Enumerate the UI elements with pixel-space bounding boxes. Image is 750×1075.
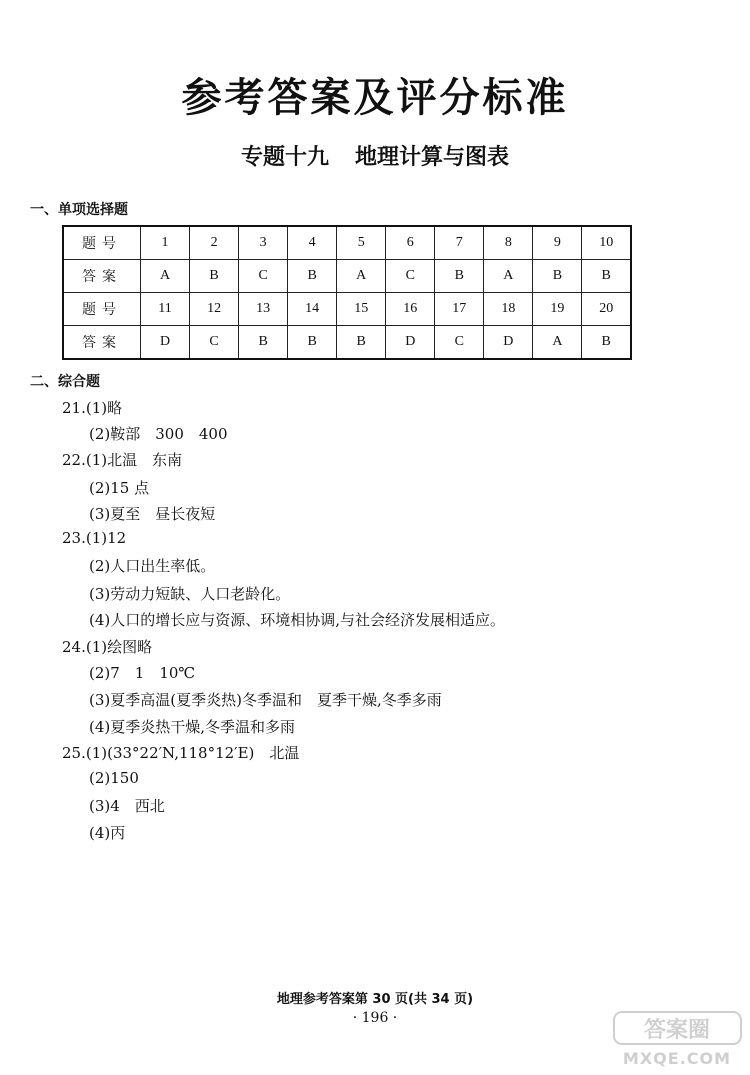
answer-line: (3)劳动力短缺、人口老龄化。: [89, 585, 291, 603]
answer-line: (2)人口出生率低。: [89, 557, 216, 575]
table-cell: B: [337, 326, 386, 360]
section-heading-comprehensive: 二、综合题: [30, 374, 100, 390]
answer-table: [62, 225, 632, 360]
answer-line: (2)150: [89, 769, 139, 787]
table-cell: 7: [435, 226, 484, 260]
table-cell: A: [337, 260, 386, 293]
table-cell: B: [533, 260, 582, 293]
answer-line: 21.(1)略: [62, 399, 123, 417]
row-label: 题号: [63, 226, 141, 260]
table-cell: 13: [239, 293, 288, 326]
watermark-logo: [610, 1008, 745, 1070]
table-cell: 19: [533, 293, 582, 326]
table-cell: B: [239, 326, 288, 360]
table-row: [63, 226, 631, 260]
section-heading-choice: 一、单项选择题: [30, 202, 128, 218]
table-row: [63, 293, 631, 326]
answer-line: (3)夏季高温(夏季炎热)冬季温和 夏季干燥,冬季多雨: [89, 691, 442, 709]
answer-line: (4)丙: [89, 824, 126, 842]
row-label: 题号: [63, 293, 141, 326]
table-cell: 15: [337, 293, 386, 326]
table-cell: A: [533, 326, 582, 360]
answer-line: (2)7 1 10℃: [89, 664, 196, 682]
row-label: 答案: [63, 260, 141, 293]
table-cell: B: [288, 260, 337, 293]
page-title: 参考答案及评分标准: [181, 75, 569, 121]
row-label: 答案: [63, 326, 141, 360]
table-cell: 5: [337, 226, 386, 260]
table-cell: 17: [435, 293, 484, 326]
table-cell: C: [190, 326, 239, 360]
table-cell: 9: [533, 226, 582, 260]
table-cell: B: [582, 260, 631, 293]
table-cell: D: [141, 326, 190, 360]
table-cell: 16: [386, 293, 435, 326]
table-row: [63, 326, 631, 360]
table-cell: B: [582, 326, 631, 360]
svg-text:答案圈: 答案圈: [643, 1018, 711, 1043]
table-cell: C: [386, 260, 435, 293]
table-cell: 8: [484, 226, 533, 260]
table-cell: 2: [190, 226, 239, 260]
table-cell: 1: [141, 226, 190, 260]
answer-line: (3)4 西北: [89, 797, 165, 815]
answer-line: (2)鞍部 300 400: [89, 425, 228, 443]
table-cell: A: [141, 260, 190, 293]
table-cell: 3: [239, 226, 288, 260]
table-cell: 18: [484, 293, 533, 326]
table-row: [63, 260, 631, 293]
table-cell: C: [239, 260, 288, 293]
table-cell: B: [435, 260, 484, 293]
answer-line: 24.(1)绘图略: [62, 638, 153, 656]
table-cell: 6: [386, 226, 435, 260]
topic-name: 地理计算与图表: [355, 145, 510, 170]
table-cell: 10: [582, 226, 631, 260]
page-footer: 地理参考答案第 30 页(共 34 页): [276, 992, 474, 1007]
answer-line: (4)夏季炎热干燥,冬季温和多雨: [89, 718, 296, 736]
table-cell: D: [484, 326, 533, 360]
answer-line: 25.(1)(33°22′N,118°12′E) 北温: [62, 744, 300, 762]
table-cell: 12: [190, 293, 239, 326]
table-cell: A: [484, 260, 533, 293]
table-cell: 4: [288, 226, 337, 260]
svg-text:MXQE.COM: MXQE.COM: [622, 1049, 732, 1068]
page-number: · 196 ·: [352, 1010, 398, 1026]
table-cell: B: [288, 326, 337, 360]
answer-line: (4)人口的增长应与资源、环境相协调,与社会经济发展相适应。: [89, 611, 506, 629]
answer-line: (3)夏至 昼长夜短: [89, 505, 216, 523]
table-cell: B: [190, 260, 239, 293]
table-cell: D: [386, 326, 435, 360]
table-cell: 20: [582, 293, 631, 326]
topic-number: 专题十九: [240, 145, 329, 170]
topic-subtitle: [0, 140, 750, 171]
table-cell: C: [435, 326, 484, 360]
answer-line: (2)15 点: [89, 479, 150, 497]
answer-line: 22.(1)北温 东南: [62, 451, 183, 469]
answer-line: 23.(1)12: [62, 529, 127, 547]
table-cell: 11: [141, 293, 190, 326]
table-cell: 14: [288, 293, 337, 326]
